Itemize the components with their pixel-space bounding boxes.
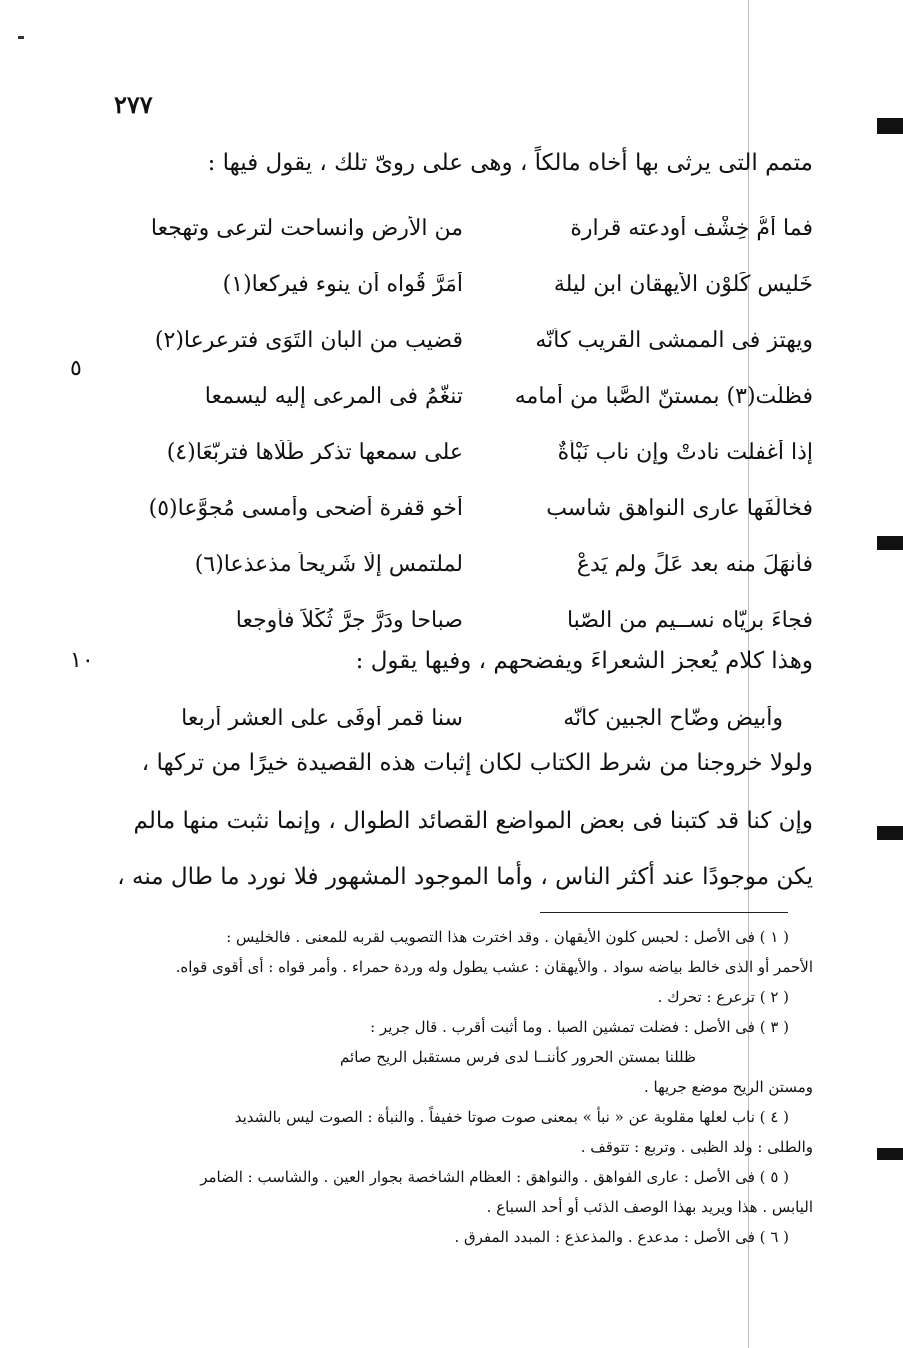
verse-first-hemistich: إذا أُغفلت نادتْ وإن ناب نَبْأةٌ — [557, 439, 813, 465]
scan-edge-mark — [877, 536, 903, 550]
verse — [113, 480, 813, 536]
footnote-line: ( ٢ ) ترعرع : تحرك . — [657, 988, 789, 1006]
scan-edge-mark — [877, 826, 903, 840]
verse-second-hemistich: صباحا ودَرَّ جرَّ ثُكْلاً فأوجعا — [235, 607, 463, 633]
page-number: ٢٧٧ — [114, 90, 153, 119]
verse — [113, 256, 813, 312]
verse-second-hemistich: لملتمس إلّا شَرِيحاً مذعذعا(٦) — [194, 551, 463, 577]
scan-mark — [18, 36, 24, 39]
verse — [113, 690, 813, 746]
verse-first-hemistich: فأنهَلَ منه بعد عَلٍّ ولم يَدعْ — [576, 551, 813, 577]
intro-line: متمم التى يرثى بها أخاه مالكاً ، وهى على روىّ تلك ، يقول فيها : — [207, 150, 813, 176]
footnote-line: ( ٤ ) ناب لعلها مقلوبة عن « نبأ » بمعنى صوت صوتا خفيفاً . والنبأة : الصوت ليس بالشديد — [234, 1108, 789, 1126]
verse-first-hemistich: فظلّت(٣) بمستنّ الصَّبا من أمامه — [514, 383, 813, 409]
line-number-5: ٥ — [70, 356, 82, 381]
footnote-line: الأحمر أو الذى خالط بياضه سواد . والأيهقان : عشب يطول وله وردة حمراء . وأمر قواه : أى أقوى قواه. — [175, 958, 813, 976]
paragraph-line: يكن موجودًا عند أكثر الناس ، وأما الموجود المشهور فلا نورد ما طال منه ، — [117, 864, 813, 890]
verse-first-hemistich: وأبيض وضّاح الجبين كأنّه — [563, 705, 783, 731]
verse — [113, 424, 813, 480]
footnote-line: ( ٥ ) فى الأصل : عارى الفواهق . والنواهق : العظام الشاخصة بجوار العين . والشاسب : الضامر — [200, 1168, 789, 1186]
verse-first-hemistich: ويهتز فى الممشى القريب كأنّه — [535, 327, 813, 353]
verse — [113, 200, 813, 256]
verse — [113, 536, 813, 592]
footnotes — [123, 922, 813, 1252]
verse-second-hemistich: أخو قفرة أضحى وأمسى مُجوَّعا(٥) — [148, 495, 463, 521]
footnote-line: والطلى : ولد الظبى . وتربع : تتوقف . — [580, 1138, 813, 1156]
poem-verses — [113, 200, 813, 648]
verse-first-hemistich: فخالَفَها عارى النواهق شاسب — [546, 495, 813, 521]
footnote-line: اليابس . هذا ويريد بهذا الوصف الذئب أو أحد السباع . — [486, 1198, 813, 1216]
verse-first-hemistich: فجاءَ بريّاه نســيم من الصّبا — [566, 607, 813, 633]
verse — [113, 592, 813, 648]
verse-second-hemistich: من الأرض وانساحت لترعى وتهجعا — [150, 215, 463, 241]
paragraph-line: وإن كنا قد كتبنا فى بعض المواضع القصائد الطوال ، وإنما نثبت منها مالم — [133, 808, 813, 834]
prose-line: وهذا كلام يُعجز الشعراءَ ويفضحهم ، وفيها يقول : — [355, 648, 813, 674]
footnote-quote-verse: ظللنا بمستن الحرور كأننــا لدى فرس مستقبل الريح صائم — [340, 1048, 696, 1066]
scan-edge-mark — [877, 118, 903, 134]
footnote-line: ( ٦ ) فى الأصل : مدعدع . والمذعذع : المبدد المفرق . — [454, 1228, 789, 1246]
verse-first-hemistich: خَليس كَلوْن الأَيهقان ابن ليلة — [553, 271, 813, 297]
verse-second-hemistich: تنغّمُ فى المرعى إليه ليسمعا — [204, 383, 463, 409]
footnote-line: ( ١ ) فى الأصل : لحبس كلون الأيقهان . وقد اخترت هذا التصويب لقربه للمعنى . فالخليس : — [226, 928, 789, 946]
verse — [113, 312, 813, 368]
footnote-line: ( ٣ ) فى الأصل : فضلت تمشين الصبا . وما أثبت أقرب . قال جرير : — [370, 1018, 789, 1036]
single-verse — [113, 690, 813, 746]
verse — [113, 368, 813, 424]
scan-edge-mark — [877, 1148, 903, 1160]
verse-second-hemistich: سنا قمرٍ أوفَى على العشر أربعا — [181, 705, 463, 731]
verse-first-hemistich: فما أمُّ خِشْف أودعته قرارة — [570, 215, 813, 241]
verse-second-hemistich: قضيب من البان التَوَى فترعرعا(٢) — [154, 327, 463, 353]
footnote-line: ومستن الريح موضع جريها . — [643, 1078, 813, 1096]
verse-second-hemistich: أَمَرَّ قُواه أن ينوء فيركعا(١) — [222, 271, 463, 297]
line-number-10: ١٠ — [70, 648, 94, 673]
verse-second-hemistich: على سمعها تذكر طَلَاها فتربّعَا(٤) — [166, 439, 463, 465]
footnote-divider — [540, 912, 788, 913]
paragraph-line: ولولا خروجنا من شرط الكتاب لكان إثبات هذه القصيدة خيرًا من تركها ، — [141, 750, 813, 776]
